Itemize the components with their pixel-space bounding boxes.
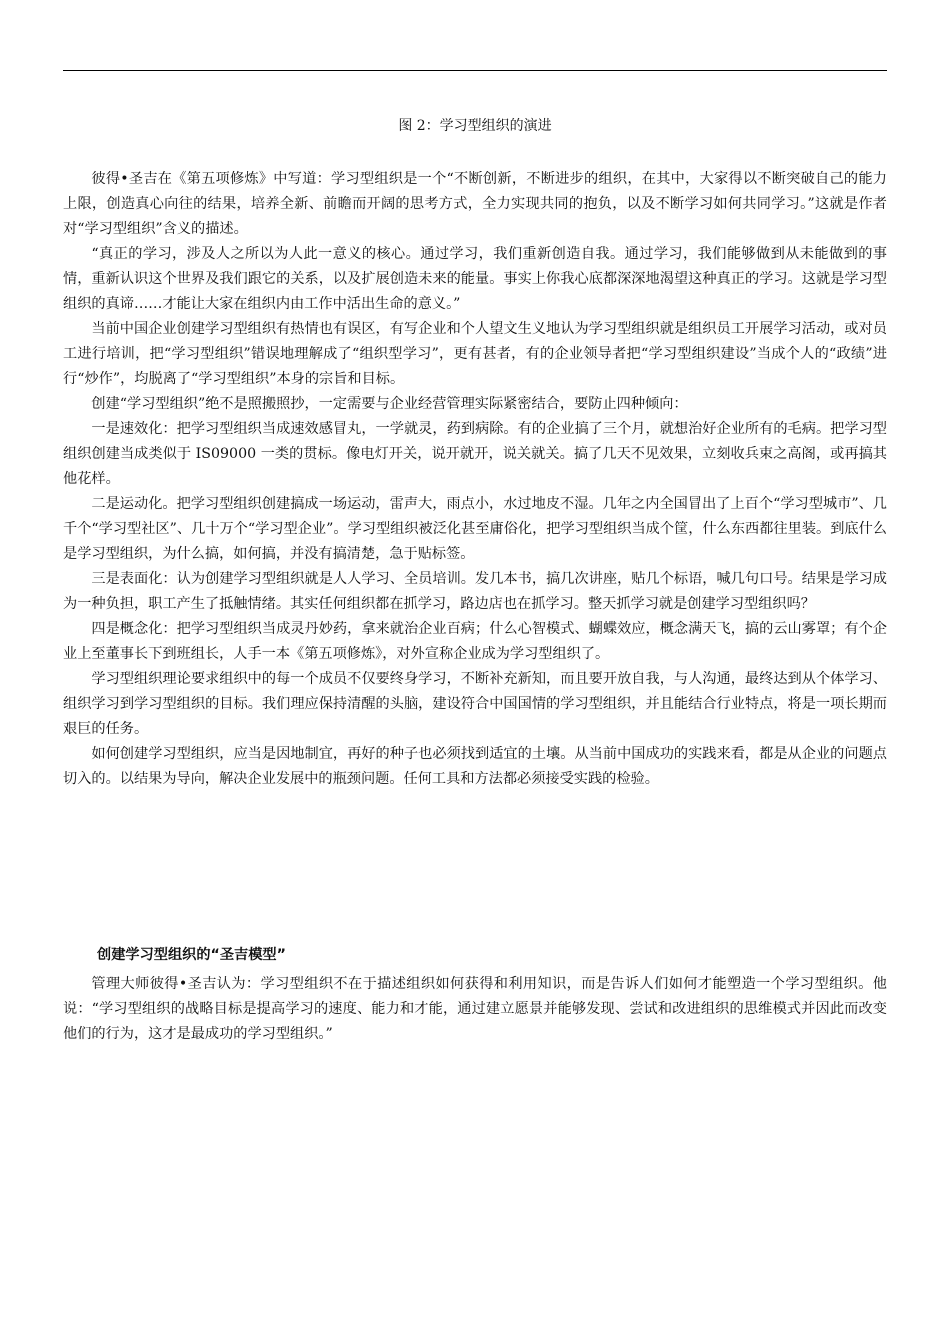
paragraph-6: 二是运动化。把学习型组织创建搞成一场运动，雷声大，雨点小，水过地皮不湿。几年之内全国冒出了上百个“学习型城市”、几千个“学习型社区”、几十万个“学习型企业”。学习型组织被泛化甚至庸俗化，把学习型组织当成个筐，什么东西都往里装。到底什么是学习型组织，为什么搞，如何搞，并没有搞清楚，急于贴标签。 — [63, 496, 887, 562]
paragraph-5: 一是速效化：把学习型组织当成速效感冒丸，一学就灵，药到病除。有的企业搞了三个月，就想治好企业所有的毛病。把学习型组织创建当成类似于 IS09000 一类的贯标。像电灯开关，说开就开，说关就关。搞了几天不见效果，立刻收兵束之高阁，或再搞其他花样。 — [63, 421, 887, 487]
paragraph-7: 三是表面化：认为创建学习型组织就是人人学习、全员培训。发几本书，搞几次讲座，贴几个标语，喊几句口号。结果是学习成为一种负担，职工产生了抵触情绪。其实任何组织都在抓学习，路边店也在抓学习。整天抓学习就是创建学习型组织吗？ — [63, 571, 887, 612]
figure-caption: 图 2：学习型组织的演进 — [398, 118, 552, 134]
paragraph-2: “真正的学习，涉及人之所以为人此一意义的核心。通过学习，我们重新创造自我。通过学习，我们能够做到从未能做到的事情，重新认识这个世界及我们跟它的关系，以及扩展创造未来的能量。事实上你我心底都深深地渴望这种真正的学习。这就是学习型组织的真谛……才能让大家在组织内由工作中活出生命的意义。” — [63, 246, 887, 312]
paragraph-1: 彼得•圣吉在《第五项修炼》中写道：学习型组织是一个“不断创新，不断进步的组织，在其中，大家得以不断突破自己的能力上限，创造真心向往的结果，培养全新、前瞻而开阔的思考方式，全力实现共同的抱负，以及不断学习如何共同学习。”这就是作者对“学习型组织”含义的描述。 — [63, 171, 887, 237]
paragraph-9: 学习型组织理论要求组织中的每一个成员不仅要终身学习，不断补充新知，而且要开放自我，与人沟通，最终达到从个体学习、组织学习到学习型组织的目标。我们理应保持清醒的头脑，建设符合中国国情的学习型组织，并且能结合行业特点，将是一项长期而艰巨的任务。 — [63, 671, 887, 737]
paragraph-3: 当前中国企业创建学习型组织有热情也有误区，有写企业和个人望文生义地认为学习型组织就是组织员工开展学习活动，或对员工进行培训，把“学习型组织”错误地理解成了“组织型学习”，更有甚者，有的企业领导者把“学习型组织建设”当成个人的“政绩”进行“炒作”，均脱离了“学习型组织”本身的宗旨和目标。 — [63, 321, 887, 387]
section-heading: 创建学习型组织的“圣吉模型” — [97, 947, 286, 963]
section-text — [63, 972, 887, 1047]
header-rule — [63, 70, 887, 71]
paragraph-8: 四是概念化：把学习型组织当成灵丹妙药，拿来就治企业百病；什么心智模式、蝴蝶效应，概念满天飞，搞的云山雾罩；有个企业上至董事长下到班组长，人手一本《第五项修炼》，对外宣称企业成为学习型组织了。 — [63, 621, 887, 662]
paragraph-4: 创建“学习型组织”绝不是照搬照抄，一定需要与企业经营管理实际紧密结合，要防止四种倾向： — [91, 396, 688, 412]
paragraph-10: 如何创建学习型组织，应当是因地制宜，再好的种子也必须找到适宜的土壤。从当前中国成功的实践来看，都是从企业的问题点切入的。以结果为导向，解决企业发展中的瓶颈问题。任何工具和方法都必须接受实践的检验。 — [63, 746, 887, 787]
section-paragraph: 管理大师彼得•圣吉认为：学习型组织不在于描述组织如何获得和利用知识，而是告诉人们如何才能塑造一个学习型组织。他说：“学习型组织的战略目标是提高学习的速度、能力和才能，通过建立愿景并能够发现、尝试和改进组织的思维模式并因此而改变他们的行为，这才是最成功的学习型组织。” — [63, 976, 887, 1042]
body-text — [63, 167, 887, 792]
